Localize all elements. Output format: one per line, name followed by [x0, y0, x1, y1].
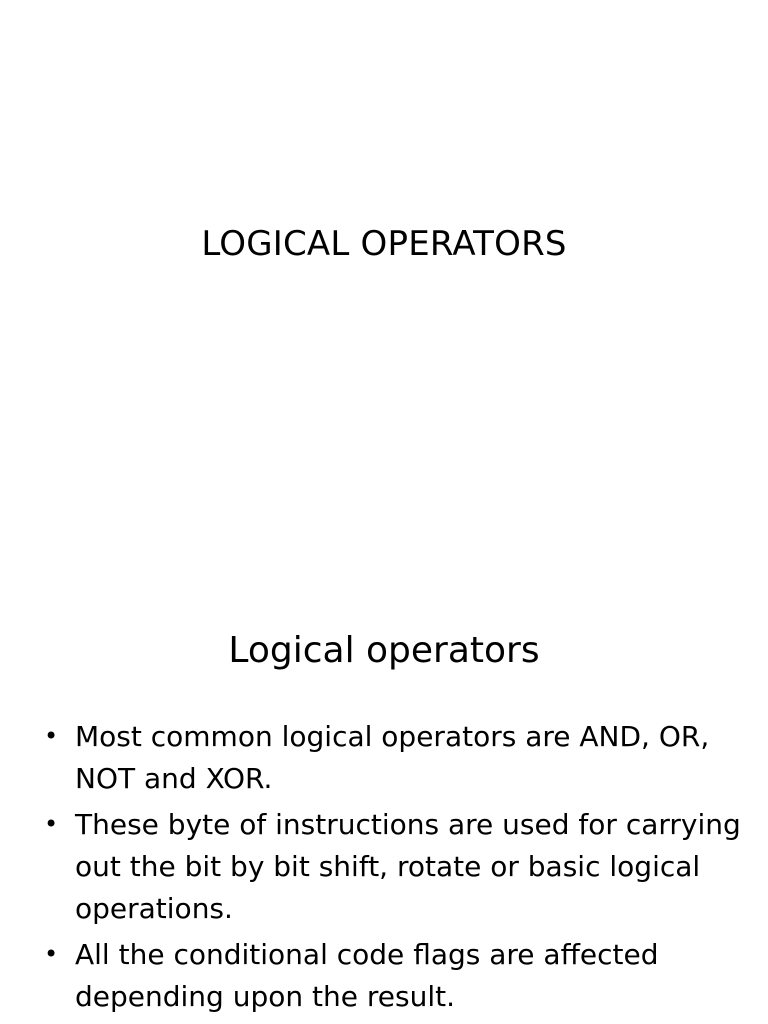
bullet-icon: • — [44, 810, 59, 838]
slide-heading: Logical operators — [228, 630, 540, 671]
bullet-text: All the conditional code flags are affected depending upon the result. — [75, 938, 659, 1013]
slide-title: LOGICAL OPERATORS — [201, 224, 567, 264]
bullet-item — [44, 934, 744, 1018]
content-slide — [0, 576, 768, 1024]
bullet-icon: • — [44, 722, 59, 750]
bullet-text: Most common logical operators are AND, OR, NOT and XOR. — [75, 720, 710, 795]
bullet-text: These byte of instructions are used for carrying out the bit by bit shift, rotate or basic logical operations. — [75, 808, 741, 925]
bullet-list — [44, 716, 744, 1022]
bullet-item — [44, 804, 744, 930]
bullet-item — [44, 716, 744, 800]
bullet-icon: • — [44, 940, 59, 968]
